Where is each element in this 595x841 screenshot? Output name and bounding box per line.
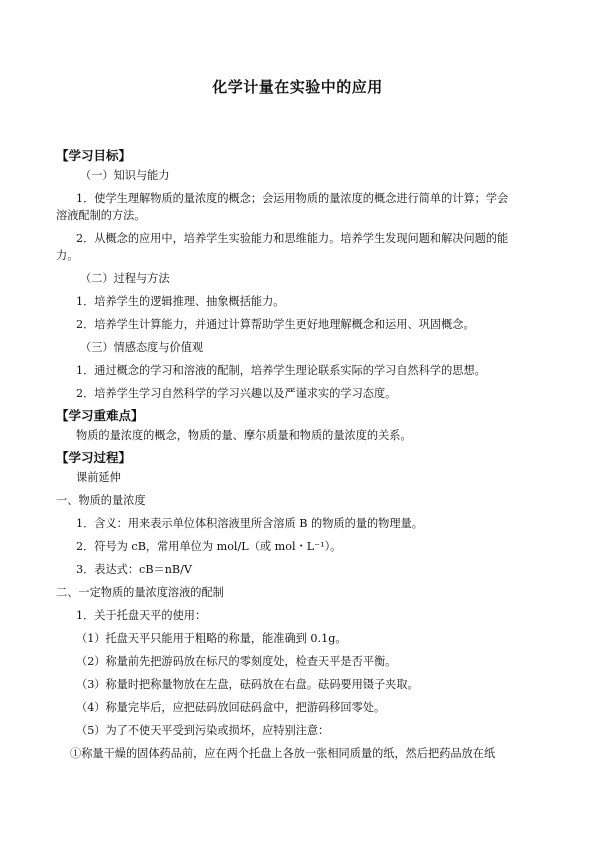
process-part-2-title: 二、一定物质的量浓度溶液的配制 [56,586,224,599]
key-points-text: 物质的量浓度的概念，物质的量、摩尔质量和物质的量浓度的关系。 [76,429,412,442]
process-heading: 【学习过程】 [56,450,132,465]
key-points-heading: 【学习重难点】 [56,408,144,423]
process-part-2-sub-5: （5）为了不使天平受到污染或损坏，应特别注意： [76,724,330,737]
goals-subheading-process: （二）过程与方法 [80,272,170,285]
process-part-1-item-3: 3．表达式：cB＝nB/V [76,563,193,576]
process-part-2-sub-4: （4）称量完毕后，应把砝码放回砝码盒中，把游码移回零处。 [76,701,386,714]
process-part-2-sub-1: （1）托盘天平只能用于粗略的称量，能准确到 0.1g。 [76,632,347,645]
goals-subheading-attitude: （三）情感态度与价值观 [80,341,204,354]
process-part-1-item-1: 1．含义：用来表示单位体积溶液里所含溶质 B 的物质的量的物理量。 [76,517,423,530]
goals-item-2-line-1: 2．从概念的应用中，培养学生实验能力和思维能力。培养学生发现问题和解决问题的能 [76,232,509,245]
goals-subheading-knowledge: （一）知识与能力 [80,169,170,182]
process-part-2-sub-3: （3）称量时把称量物放在左盘，砝码放在右盘。砝码要用镊子夹取。 [76,678,419,691]
process-part-2-sub-5-note-1: ①称量干燥的固体药品前，应在两个托盘上各放一张相同质量的纸，然后把药品放在纸 [70,747,496,760]
goals-item-3: 1．培养学生的逻辑推理、抽象概括能力。 [76,295,285,308]
process-part-1-item-2: 2．符号为 cB，常用单位为 mol/L（或 mol・L⁻¹）。 [76,540,342,553]
document-body [56,144,540,762]
goals-item-5: 1．通过概念的学习和溶液的配制，培养学生理论联系实际的学习自然科学的思想。 [76,364,486,377]
goals-item-1-line-2: 溶液配制的方法。 [56,209,146,222]
process-pre-class: 课前延伸 [76,471,121,484]
process-part-2-sub-2: （2）称量前先把游码放在标尺的零刻度处，检查天平是否平衡。 [76,655,397,668]
goals-heading: 【学习目标】 [56,148,132,163]
page-title: 化学计量在实验中的应用 [212,78,383,96]
goals-item-2-line-2: 力。 [56,249,79,262]
process-part-2-item-1: 1．关于托盘天平的使用： [76,609,207,622]
goals-item-4: 2．培养学生计算能力，并通过计算帮助学生更好地理解概念和运用、巩固概念。 [76,318,475,331]
goals-item-6: 2．培养学生学习自然科学的学习兴趣以及严谨求实的学习态度。 [76,387,397,400]
goals-item-1-line-1: 1．使学生理解物质的量浓度的概念；会运用物质的量浓度的概念进行简单的计算；学会 [76,192,509,205]
process-part-1-title: 一、物质的量浓度 [56,494,146,507]
